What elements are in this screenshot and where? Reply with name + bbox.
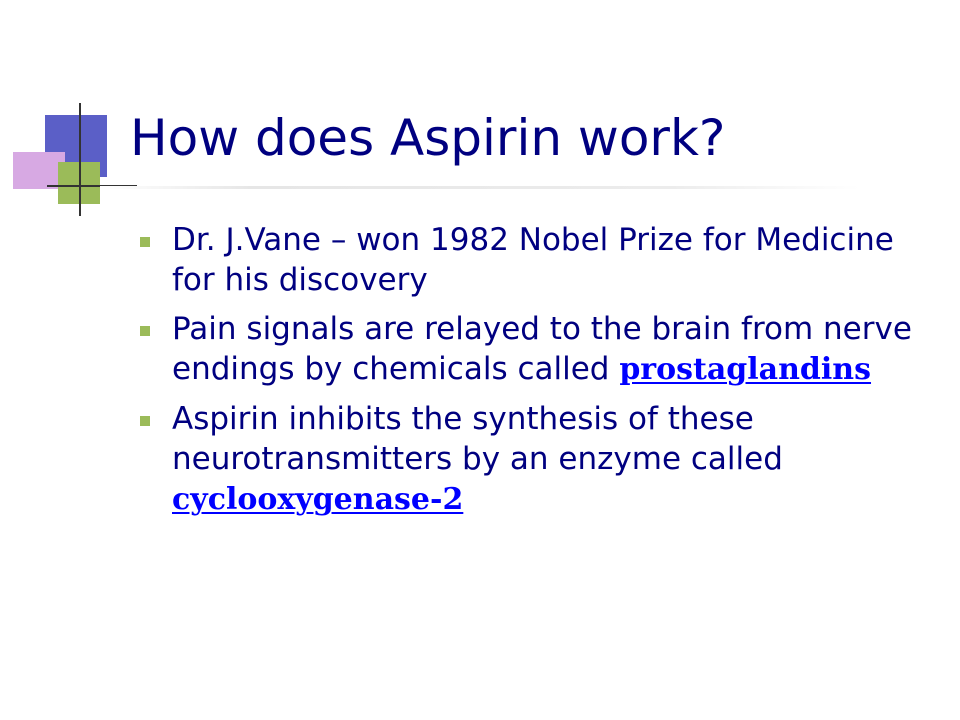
bullet-item-pain-signals <box>134 309 924 390</box>
title-underline-rule <box>100 186 860 189</box>
bullet-marker <box>140 237 150 247</box>
bullet-marker <box>140 416 150 426</box>
bullet-text: Pain signals are relayed to the brain from nerve endings by chemicals called <box>172 311 912 387</box>
cyclooxygenase-link[interactable]: cyclooxygenase-2 <box>172 482 464 517</box>
bullet-item-nobel <box>134 220 924 300</box>
bullet-item-aspirin-inhibits <box>134 399 924 520</box>
bullet-list <box>134 220 924 529</box>
bullet-marker <box>140 326 150 336</box>
decorative-vertical-line <box>79 103 81 216</box>
prostaglandins-link[interactable]: prostaglandins <box>619 352 872 387</box>
bullet-text: Dr. J.Vane – won 1982 Nobel Prize for Medicine for his discovery <box>172 222 894 298</box>
slide-title: How does Aspirin work? <box>130 109 726 167</box>
bullet-text: Aspirin inhibits the synthesis of these neurotransmitters by an enzyme called <box>172 401 783 477</box>
